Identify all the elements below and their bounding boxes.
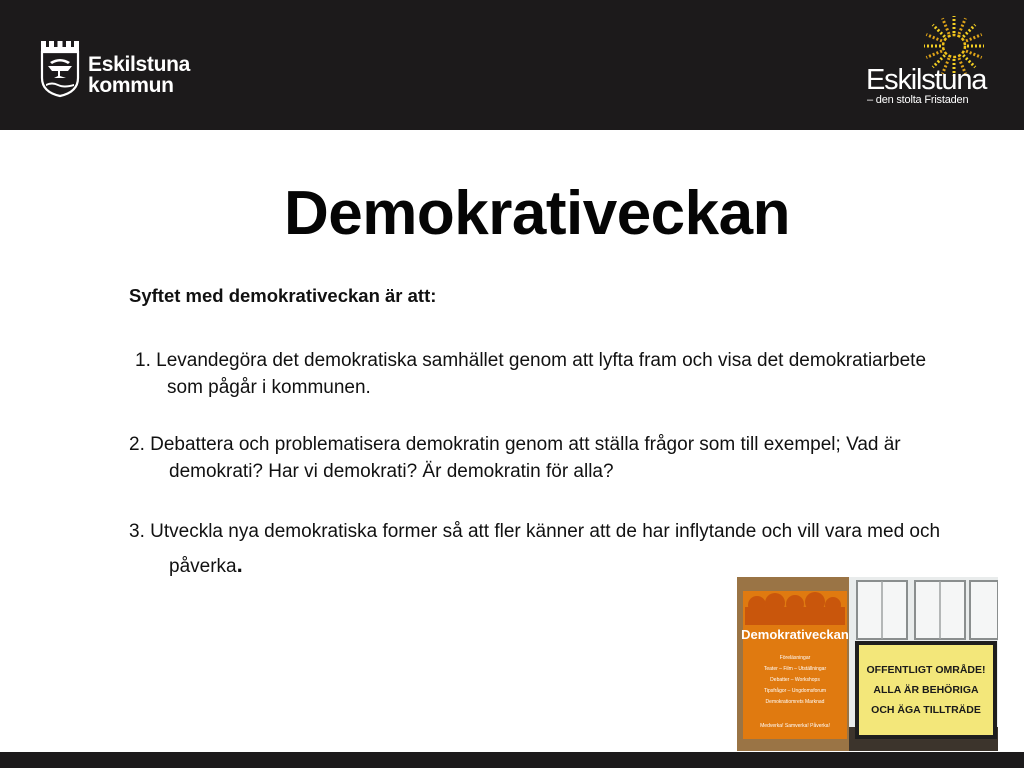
city-crest-icon [38,38,82,98]
list-item-1: 1. Levandegöra det demokratiska samhället genom att lyfta fram och visa det demokratiarbete som pågår i kommunen. [135,350,927,398]
brand-name: Eskilstuna [866,64,987,96]
header-bar [0,0,1024,130]
poster-line-2: Teater – Film – Utställningar [763,666,827,672]
sign-line-2: ALLA ÄR BEHÖRIGA [873,684,979,696]
list-item-3-end: . [236,552,243,577]
list-item-3-text: 3. Utveckla nya demokratiska former så att fler känner att de har inflytande och vill vara med och påverka [129,521,941,577]
slide-title: Demokrativeckan [284,179,790,248]
eskilstuna-brand-logo [862,14,992,114]
intro-text: Syftet med demokrativeckan är att: [129,285,437,306]
poster-line-5: Demokratiomrets Marknad [765,699,825,705]
kommun-logo-line1: Eskilstuna [88,53,191,76]
poster-heading: Demokrativeckan [741,627,849,642]
list-item-2: 2. Debattera och problematisera demokratin genom att ställa frågor som till exempel; Vad är demokrati? Har vi demokrati? Är demokratin för alla? [129,434,901,482]
list-item-3 [129,515,949,583]
poster-line-1: Föreläsningar [779,655,811,661]
eskilstuna-kommun-logo [38,38,191,100]
poster-line-4: Tipsfrågor – Ungdomsforum [763,688,827,694]
slide-body [129,282,949,583]
brand-tagline: – den stolta Fristaden [867,94,969,106]
kommun-logo-text [88,54,190,96]
sign-line-1: OFFENTLIGT OMRÅDE! [866,664,986,676]
poster-footer: Medverka! Samverka! Påverka! [760,723,830,729]
event-photo [737,577,998,751]
poster-line-3: Debatter – Workshops [770,677,820,683]
event-photo-graphic [737,577,998,751]
kommun-logo-line2: kommun [88,74,174,97]
sign-line-3: OCH ÄGA TILLTRÄDE [871,704,981,716]
footer-bar [0,752,1024,768]
